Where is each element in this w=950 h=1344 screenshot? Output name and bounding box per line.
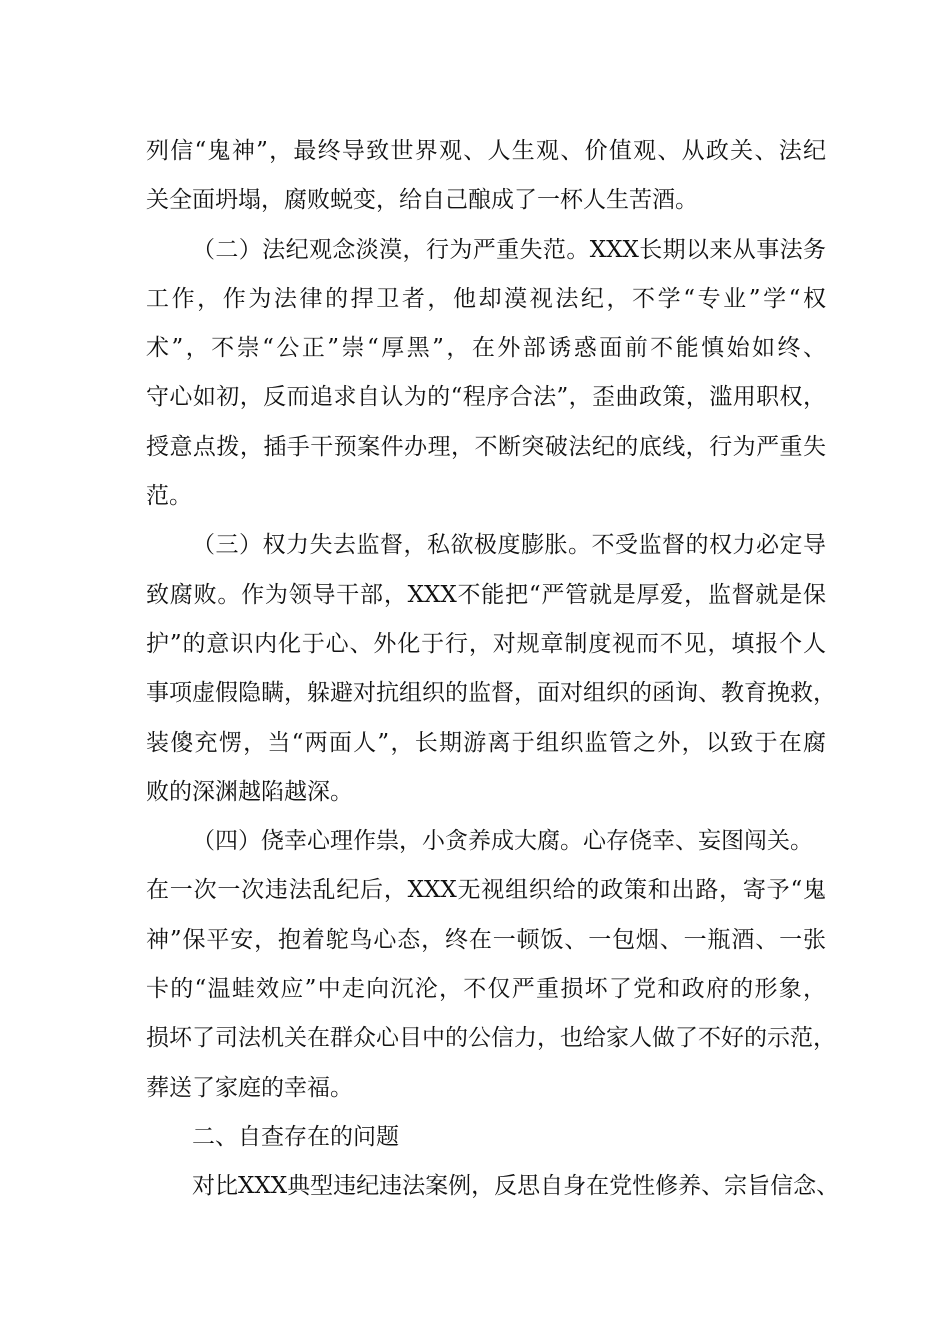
paragraph-line: 事项虚假隐瞒，躲避对抗组织的监督，面对组织的函询、教育挽救， [146, 680, 836, 707]
paragraph-line: 对比XXX典型违纪违法案例，反思自身在党性修养、宗旨信念、 [192, 1173, 840, 1200]
paragraph-line: 授意点拨，插手干预案件办理，不断突破法纪的底线，行为严重失 [146, 433, 826, 460]
paragraph-line: 神”保平安，抱着鸵鸟心态，终在一顿饭、一包烟、一瓶酒、一张 [146, 926, 826, 953]
paragraph-line: 工作，作为法律的捍卫者，他却漠视法纪，不学“专业”学“权 [146, 285, 826, 312]
paragraph-line: 范。 [146, 483, 192, 510]
paragraph-line: 葬送了家庭的幸福。 [146, 1074, 353, 1101]
paragraph-line: 败的深渊越陷越深。 [146, 778, 353, 805]
paragraph-line: 装傻充愣，当“两面人”，长期游离于组织监管之外，以致于在腐 [146, 729, 826, 756]
paragraph-line: 列信“鬼神”，最终导致世界观、人生观、价值观、从政关、法纪 [146, 138, 826, 164]
section-heading-line: （三）权力失去监督，私欲极度膨胀。不受监督的权力必定导 [192, 532, 826, 559]
paragraph-line: 致腐败。作为领导干部，XXX不能把“严管就是厚爱，监督就是保 [146, 581, 826, 608]
section-title: 二、自查存在的问题 [192, 1123, 399, 1150]
paragraph-line: 守心如初，反而追求自认为的“程序合法”，歪曲政策，滥用职权， [146, 384, 826, 411]
section-heading-line: （四）侥幸心理作祟，小贪养成大腐。心存侥幸、妄图闯关。 [192, 828, 813, 855]
paragraph-line: 卡的“温蛙效应”中走向沉沦，不仅严重损坏了党和政府的形象， [146, 976, 826, 1003]
section-heading-line: （二）法纪观念淡漠，行为严重失范。XXX长期以来从事法务 [192, 236, 826, 263]
paragraph-line: 损坏了司法机关在群众心目中的公信力，也给家人做了不好的示范， [146, 1025, 836, 1052]
paragraph-line: 术”，不崇“公正”崇“厚黑”，在外部诱惑面前不能慎始如终、 [146, 335, 826, 362]
document-body [146, 127, 840, 1212]
paragraph-line: 在一次一次违法乱纪后，XXX无视组织给的政策和出路，寄予“鬼 [146, 877, 826, 904]
paragraph-line: 护”的意识内化于心、外化于行，对规章制度视而不见，填报个人 [146, 630, 826, 657]
paragraph-line: 关全面坍塌，腐败蜕变，给自己酿成了一杯人生苦酒。 [146, 187, 698, 214]
